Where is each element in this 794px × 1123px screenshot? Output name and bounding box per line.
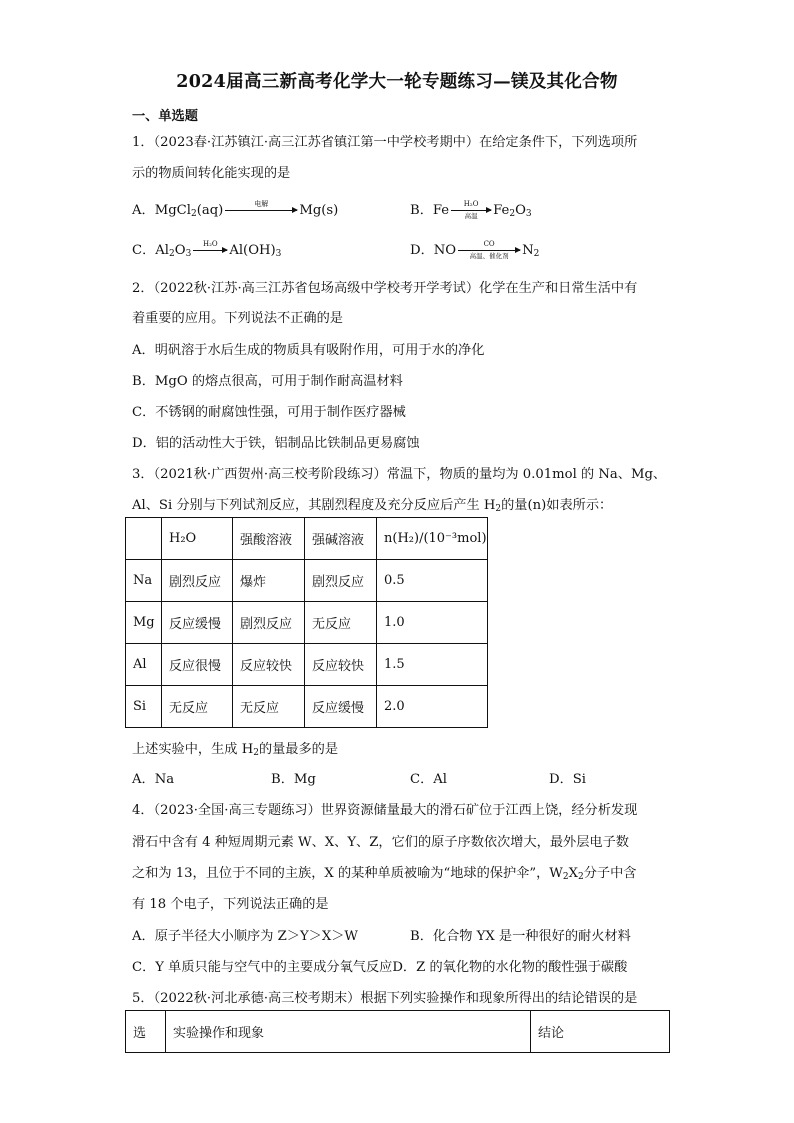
table-cell: 0.5 <box>377 560 488 602</box>
table-cell: 爆炸 <box>233 560 305 602</box>
table-cell: 2.0 <box>377 686 488 728</box>
q2-option-d[interactable]: D．铝的活动性大于铁，铝制品比铁制品更易腐蚀 <box>132 436 420 451</box>
table-cell: 选 <box>126 1011 166 1053</box>
q5-table <box>125 1010 670 1053</box>
table-row <box>126 560 488 602</box>
q3-table <box>125 517 488 728</box>
table-cell: Al <box>126 644 162 686</box>
table-cell: 无反应 <box>305 602 377 644</box>
table-cell: 反应缓慢 <box>305 686 377 728</box>
table-cell: Na <box>126 560 162 602</box>
table-cell: 反应较快 <box>233 644 305 686</box>
table-cell: 反应缓慢 <box>162 602 233 644</box>
table-cell: 剧烈反应 <box>162 560 233 602</box>
table-cell: H₂O <box>162 518 233 560</box>
table-cell: Si <box>126 686 162 728</box>
q2-option-b[interactable]: B．MgO 的熔点很高，可用于制作耐高温材料 <box>132 374 403 389</box>
section-heading: 一、单选题 <box>132 109 198 124</box>
table-row <box>126 602 488 644</box>
table-cell: 实验操作和现象 <box>166 1011 531 1053</box>
q4-option-a[interactable]: A．原子半径大小顺序为 Z＞Y＞X＞W <box>132 929 358 944</box>
table-cell: 无反应 <box>162 686 233 728</box>
table-cell: Mg <box>126 602 162 644</box>
reaction-arrow-icon: H₂O <box>193 250 227 251</box>
q3-option-b[interactable]: B．Mg <box>271 772 316 787</box>
q4-option-b[interactable]: B．化合物 YX 是一种很好的耐火材料 <box>410 929 631 944</box>
table-row <box>126 686 488 728</box>
table-cell: 剧烈反应 <box>305 560 377 602</box>
q1-option-b[interactable]: B．Fe H₂O 高温 $Fe_2O_3$ <box>410 200 532 220</box>
q2-stem-line1: 2．（2022秋·江苏·高三江苏省包场高级中学校考开学考试）化学在生产和日常生活中有 <box>132 281 638 296</box>
q4-stem-line2: 滑石中含有 4 种短周期元素 W、X、Y、Z，它们的原子序数依次增大，最外层电子数 <box>132 835 629 850</box>
reaction-arrow-icon: H₂O 高温 <box>451 210 491 211</box>
table-cell: 1.5 <box>377 644 488 686</box>
table-cell: 反应较快 <box>305 644 377 686</box>
q3-stem-line1: 3．（2021秋·广西贺州·高三校考阶段练习）常温下，物质的量均为 0.01mol 的 Na、Mg、 <box>132 467 667 482</box>
table-header-row <box>126 1011 670 1053</box>
table-header-row <box>126 518 488 560</box>
table-cell: 反应很慢 <box>162 644 233 686</box>
reaction-arrow-icon: 电解 <box>225 210 297 211</box>
table-cell: 强酸溶液 <box>233 518 305 560</box>
q1-option-c[interactable]: C．$Al_2O_3$ H₂O $Al(OH)_3$ <box>132 240 282 259</box>
q3-question: 上述实验中，生成 $H_2$的量最多的是 <box>132 742 339 758</box>
q3-option-d[interactable]: D．Si <box>549 772 587 787</box>
table-row <box>126 644 488 686</box>
table-cell: 强碱溶液 <box>305 518 377 560</box>
q4-stem-line1: 4．（2023·全国·高三专题练习）世界资源储量最大的滑石矿位于江西上饶，经分析发现 <box>132 803 638 818</box>
table-cell <box>126 518 162 560</box>
page-title: 2024届高三新高考化学大一轮专题练习—镁及其化合物 <box>176 72 618 92</box>
q2-stem-line2: 着重要的应用。下列说法不正确的是 <box>132 311 343 326</box>
q3-option-c[interactable]: C．Al <box>410 772 448 787</box>
q3-stem-line2: Al、Si 分别与下列试剂反应，其剧烈程度及充分反应后产生 $H_2$的量(n)如表所示： <box>132 498 613 514</box>
q4-stem-line3: 之和为 13，且位于不同的主族，X 的某种单质被喻为“地球的保护伞”，$W_2X_2$分子中含 <box>132 866 637 882</box>
q1-option-d[interactable]: D．NO CO 高温、催化剂 $N_2$ <box>410 240 540 260</box>
q4-option-c-d[interactable]: C．Y 单质只能与空气中的主要成分氧气反应D．Z 的氧化物的水化物的酸性强于碳酸 <box>132 960 628 975</box>
q3-option-a[interactable]: A．Na <box>132 772 175 787</box>
q1-option-a[interactable]: A．MgCl$_2$(aq) 电解 Mg(s) <box>132 200 339 219</box>
reaction-arrow-icon: CO 高温、催化剂 <box>458 250 520 251</box>
q2-option-c[interactable]: C．不锈钢的耐腐蚀性强，可用于制作医疗器械 <box>132 405 406 420</box>
q2-option-a[interactable]: A．明矾溶于水后生成的物质具有吸附作用，可用于水的净化 <box>132 343 485 358</box>
table-cell: 无反应 <box>233 686 305 728</box>
q5-stem: 5．（2022秋·河北承德·高三校考期末）根据下列实验操作和现象所得出的结论错误的是 <box>132 991 638 1006</box>
table-cell: 1.0 <box>377 602 488 644</box>
q1-stem-line2: 示的物质间转化能实现的是 <box>132 166 291 181</box>
table-cell: 剧烈反应 <box>233 602 305 644</box>
q1-stem-line1: 1．（2023春·江苏镇江·高三江苏省镇江第一中学校考期中）在给定条件下，下列选项所 <box>132 135 638 150</box>
q4-stem-line4: 有 18 个电子，下列说法正确的是 <box>132 897 329 912</box>
table-cell: 结论 <box>531 1011 670 1053</box>
table-cell: n(H₂)/(10⁻³mol) <box>377 518 488 560</box>
